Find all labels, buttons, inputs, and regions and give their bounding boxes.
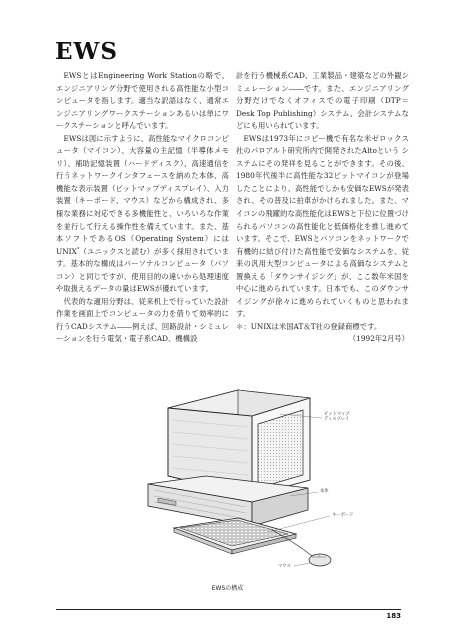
footer-rule (56, 609, 401, 610)
workstation-drawing (140, 380, 370, 580)
label-keyboard: キーボード (332, 513, 354, 518)
footnote: ＊：UNIXは米国AT＆T社の登録商標です。 (236, 321, 382, 331)
article-title: EWS (55, 38, 118, 65)
label-body: 本体 (320, 489, 329, 494)
issue-date: （1992年2月号） (348, 334, 409, 344)
mouse (309, 554, 331, 566)
left-column (56, 70, 229, 346)
paragraph-applications: 代表的な適用分野は、従来机上で行っていた設計作業を画面上でコンピュータの力を借りて効率的に行うCADシステム――例えば、回路設計・シミュレーションを行う電気・電子系CAD、機構設 (56, 296, 229, 344)
paragraph-composition (56, 133, 229, 296)
keyboard (174, 518, 296, 554)
page-number: 183 (386, 612, 401, 620)
footnote-mark: * (76, 246, 80, 253)
paragraph-composition-part2: （ユニックスと読む）が多く採用されています。基本的な構成はパーソナルコンピュータ（パソコン）と同じですが、使用目的の違いから処理速度や取扱えるデータの量はEWSが優れています。 (56, 246, 229, 294)
label-bitmap-display: ビットマップ ディスプレイ (324, 412, 350, 423)
paragraph-intro: EWSとはEngineering Work Stationの略で、エンジニアリング分野で使用される高性能な小型コンピュータを指します。適当な訳語はなく、通常エンジニアリングワークステーションあるいは単にワークステーションと呼んでいます。 (56, 71, 229, 131)
paragraph-history: EWSは1973年にコピー機で有名な米ゼロックス社のパロアルト研究所内で開発されたAltoという システムにその発祥を見ることができます。その後、1980年代後半に高性能な32ビットマイコンが登場したことにより、高性能でしかも安価なEWSが発表され、その普及に拍車がかけられました。また、マイコンの飛躍的な高性能化はEWSと下位に位置づけられるパソコンの高性能化と低価格化を推し進めています。そこで、EWSとパソコンをネットワークで有機的に結び付けた高性能で安価なシステムを、従来の汎用大型コンピュータによる高価なシステムと置換える「ダウンサイジング」が、ここ数年米国を中心に進められています。日本でも、このダウンサイジングが徐々に進められていくものと思われます。 (236, 133, 409, 319)
paragraph-composition-part1: EWSは図に示すように、高性能なマイクロコンピュータ（マイコン）、大容量の主記憶（半導体メモリ）、補助記憶装置（ハードディスク）、高速通信を行うネットワークインタフェースを納めた本体、高機能な表示装置（ビットマップディスプレイ）、入力装置（キーボード、マウス）などから構成され、多様な業務に対応できる多機能性と、いろいろな作業を並行して行える操作性を備えています。また、基本ソフトであるOS（Operating System）にはUNIX (56, 133, 229, 256)
right-column (236, 70, 409, 346)
figure-caption: EWSの構成 (211, 585, 244, 592)
paragraph-applications-continued: 計を行う機械系CAD、工業製品・建築などの外観シミュレーション――です。また、エンジニアリング分野だけでなくオフィスでの電子印刷（DTP＝Desk Top Publishing）システム、会計システムなどにも用いられています。 (236, 71, 409, 131)
mouse-leader-line (294, 563, 310, 566)
ews-illustration (140, 380, 370, 580)
label-mouse: マウス (278, 564, 291, 569)
